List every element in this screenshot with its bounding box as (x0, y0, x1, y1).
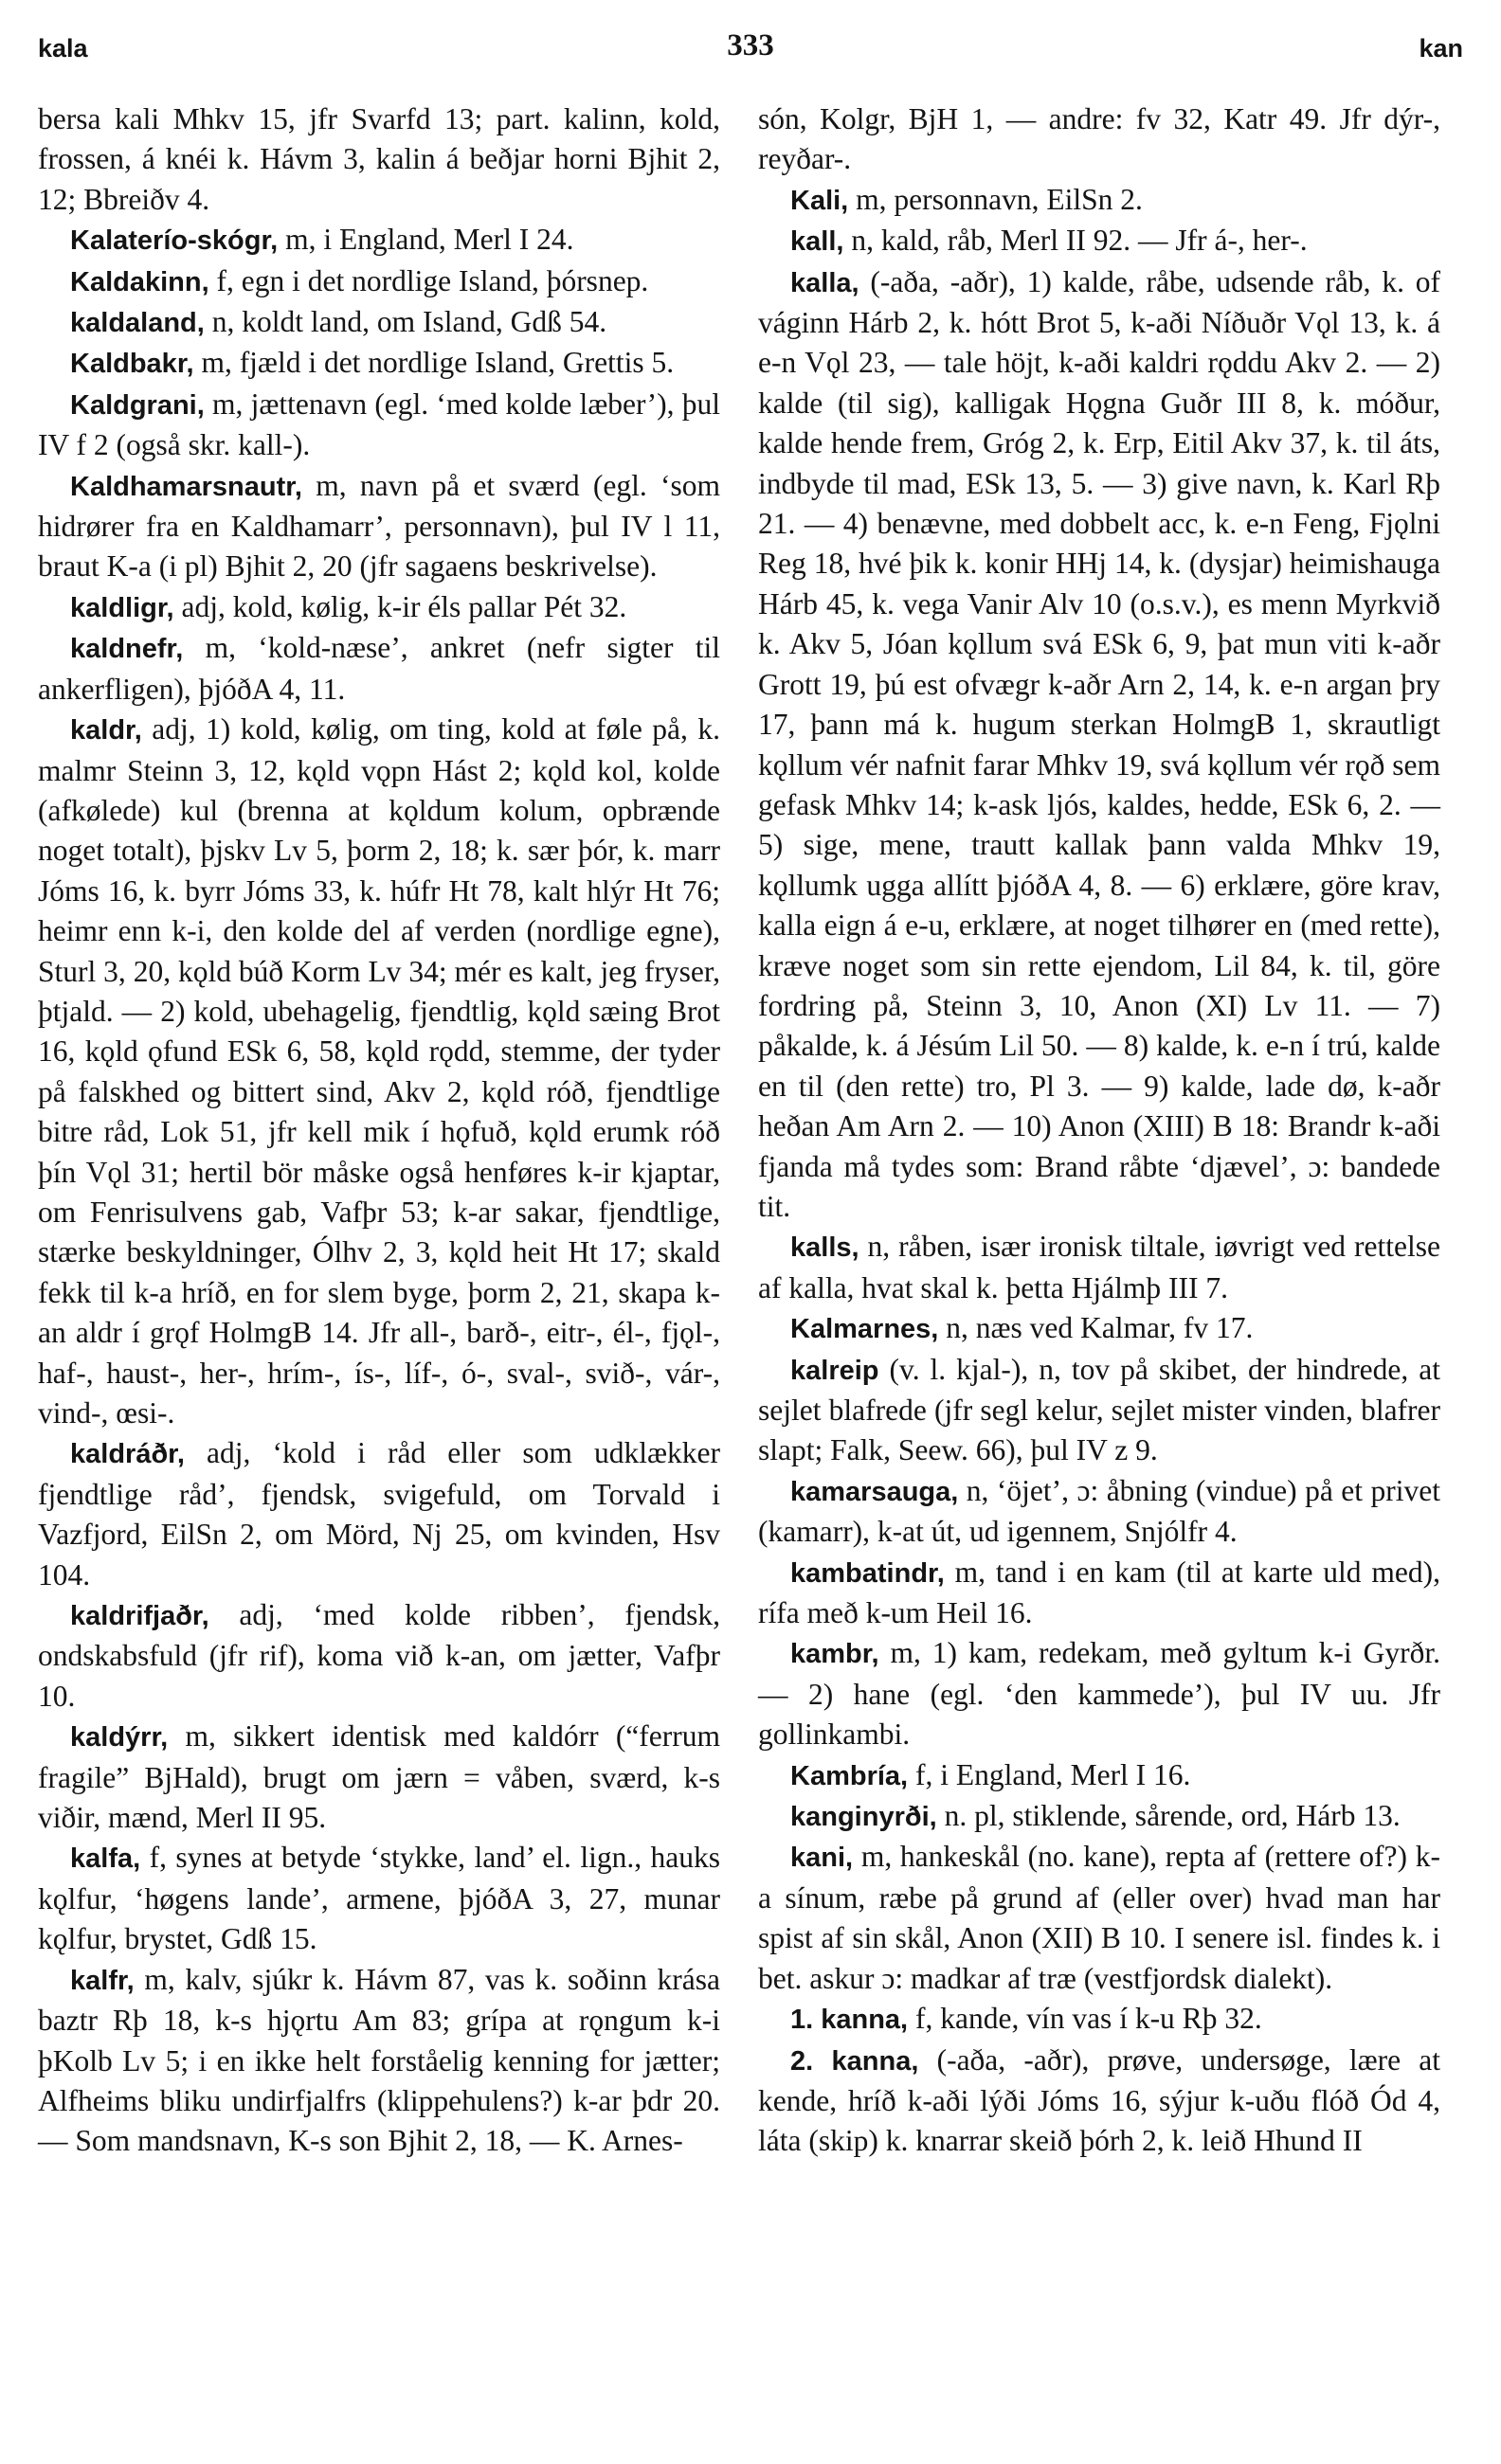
entry-text: m, 1) kam, redekam, með gyltum k-i Gyrðr. — 2) hane (egl. ‘den kammede’), þul IV uu. Jfr gollinkambi. (758, 1636, 1440, 1752)
entry-headword: kaldrifjaðr, (70, 1601, 209, 1632)
entry-headword: kalfr, (70, 1965, 135, 1996)
dictionary-entry (38, 302, 720, 343)
entry-text: (-aða, -aðr), prøve, undersøge, lære at kende, hríð k-aði lýði Jóms 16, sýjur k-uðu flóð Ód 4, láta (skip) k. knarrar skeið þórh 2, k. leið Hhund II (758, 2042, 1440, 2158)
entry-headword: kambr, (790, 1639, 879, 1670)
entry-text: bersa kali Mhkv 15, jfr Svarfd 13; part. kalinn, kold, frossen, á knéi k. Hávm 3, kalin á beðjar horni Bjhit 2, 12; Bbreiðv 4. (38, 102, 720, 216)
dictionary-entry (758, 221, 1440, 261)
dictionary-entry (758, 262, 1440, 1228)
entry-text: m, kalv, sjúkr k. Hávm 87, vas k. soðinn krása baztr Rþ 18, k-s hjǫrtu Am 83; grípa at rǫngum k-i þKolb Lv 5; i en ikke helt forståelig kenning for jætter; Alfheims bliku undirfjalfrs (klippehulens?) k-ar þdr 20. — Som mandsnavn, K-s son Bjhit 2, 18, — K. Arnes- (38, 1962, 720, 2158)
entry-text: m, fjæld i det nordlige Island, Grettis 5. (193, 346, 675, 380)
entry-headword: kani, (790, 1843, 854, 1874)
entry-headword: kaldnefr, (70, 634, 184, 665)
right-column (758, 99, 1440, 2162)
entry-headword: Kalmarnes, (790, 1314, 939, 1345)
entry-text: adj, ‘kold i råd eller som udklækker fjendtlige råd’, fjendsk, svigefuld, om Torvald i Vazfjord, EilSn 2, om Mörd, Nj 25, om kvinden, Hsv 104. (38, 1436, 720, 1592)
entry-headword: kalfa, (70, 1844, 141, 1875)
entry-text: adj, kold, kølig, k-ir éls pallar Pét 32. (173, 589, 627, 623)
entry-text: f, i England, Merl I 16. (908, 1757, 1191, 1791)
dictionary-entry (38, 99, 720, 220)
entry-text: m, hankeskål (no. kane), repta af (rettere of?) k-a sínum, ræbe på grund af (eller over) hvad man har spist af sin skål, Anon (XII) B 10. I senere isl. findes k. i bet. askur ɔ: madkar af træ (vestfjordsk dialekt). (758, 1840, 1440, 1995)
entry-headword: kall, (790, 226, 844, 258)
entry-text: f, egn i det nordlige Island, þórsnep. (208, 263, 649, 297)
left-column (38, 99, 720, 2162)
entry-headword: kanginyrði, (790, 1802, 937, 1833)
entry-headword: 2. kanna, (790, 2045, 919, 2077)
dictionary-entry (758, 1350, 1440, 1471)
entry-text: n, næs ved Kalmar, fv 17. (938, 1311, 1254, 1345)
running-head-left: kala (38, 34, 88, 63)
dictionary-entry (758, 1227, 1440, 1308)
dictionary-entry (38, 466, 720, 587)
entry-headword: Kaldhamarsnautr, (70, 471, 302, 502)
entry-text: n, råben, især ironisk tiltale, iøvrigt ved rettelse af kalla, hvat skal k. þetta Hjálmþ III 7. (758, 1230, 1440, 1304)
dictionary-entry (38, 261, 720, 302)
dictionary-entry (38, 1595, 720, 1717)
dictionary-entry (758, 1308, 1440, 1349)
dictionary-entry (38, 220, 720, 261)
entry-text: m, tand i en kam (til at karte uld med), rífa með k-um Heil 16. (758, 1555, 1440, 1630)
dictionary-entry (758, 180, 1440, 221)
entry-headword: kaldligr, (70, 592, 174, 623)
entry-text: n, ‘öjet’, ɔ: åbning (vindue) på et privet (kamarr), k-at út, ud igennem, Snjólfr 4. (758, 1473, 1440, 1549)
running-head-right: kan (1419, 34, 1463, 63)
entry-headword: kamarsauga, (790, 1476, 959, 1507)
entry-text: m, personnavn, EilSn 2. (848, 182, 1143, 216)
dictionary-entry (758, 1633, 1440, 1754)
entry-text: m, ‘kold-næse’, ankret (nefr sigter til ankerfligen), þjóðA 4, 11. (38, 631, 720, 706)
entry-headword: kambatindr, (790, 1557, 945, 1589)
entry-headword: kalla, (790, 267, 859, 298)
entry-text: m, i England, Merl I 24. (278, 223, 574, 257)
dictionary-entry (758, 1999, 1440, 2040)
entry-text: m, sikkert identisk med kaldórr (“ferrum fragile” BjHald), brugt om jærn = våben, sværd, k-s viðir, mænd, Merl II 95. (38, 1719, 720, 1835)
entry-text: són, Kolgr, BjH 1, — andre: fv 32, Katr 49. Jfr dýr-, reyðar-. (758, 102, 1440, 176)
entry-text: n. pl, stiklende, sårende, ord, Hárb 13. (936, 1799, 1401, 1833)
dictionary-entry (38, 587, 720, 628)
dictionary-entry (758, 1755, 1440, 1796)
dictionary-entry (38, 628, 720, 710)
entry-headword: Kalaterío-skógr, (70, 225, 279, 257)
dictionary-entry (38, 343, 720, 384)
entry-headword: kaldýrr, (70, 1722, 169, 1754)
entry-headword: kaldaland, (70, 308, 205, 339)
dictionary-entry (38, 1838, 720, 1959)
dictionary-entry (758, 2041, 1440, 2162)
dictionary-entry (758, 1837, 1440, 1999)
entry-text: n, koldt land, om Island, Gdß 54. (204, 305, 607, 339)
entry-text: f, synes at betyde ‘stykke, land’ el. lign., hauks kǫlfur, ‘høgens lande’, armene, þjóðA 3, 27, munar kǫlfur, brystet, Gdß 15. (38, 1841, 720, 1956)
entry-headword: Kambría, (790, 1760, 909, 1791)
dictionary-entry (38, 385, 720, 466)
dictionary-entry (38, 1960, 720, 2162)
entry-text: m, jættenavn (egl. ‘med kolde læber’), þul IV f 2 (også skr. kall-). (38, 387, 720, 462)
page-header (38, 27, 1463, 74)
dictionary-entry (38, 1717, 720, 1838)
dictionary-entry (758, 99, 1440, 180)
entry-text: m, navn på et sværd (egl. ‘som hidrører fra en Kaldhamarr’, personnavn), þul IV l 11, braut K-a (i pl) Bjhit 2, 20 (jfr sagaens beskrivelse). (38, 468, 720, 584)
entry-headword: 1. kanna, (790, 2005, 909, 2036)
entry-text: adj, ‘med kolde ribben’, fjendsk, ondskabsfuld (jfr rif), koma við k-an, om jætter, Vafþr 10. (38, 1598, 720, 1713)
entry-headword: kaldr, (70, 715, 142, 746)
entry-headword: Kaldbakr, (70, 349, 194, 380)
entry-headword: kaldráðr, (70, 1439, 185, 1470)
entry-text: n, kald, råb, Merl II 92. — Jfr á-, her-. (843, 224, 1308, 258)
entry-headword: Kaldgrani, (70, 389, 205, 421)
entry-text: adj, 1) kold, kølig, om ting, kold at føle på, k. malmr Steinn 3, 12, kǫld vǫpn Hást 2; kǫld kol, kolde (afkølede) kul (brenna at kǫldum kolum, opbrænde noget totalt), þjskv Lv 5, þorm 2, 18; k. sær þór, k. marr Jóms 16, k. byrr Jóms 33, k. húfr Ht 78, kalt hlýr Ht 76; heimr enn k-i, den kolde del af verden (nordlige egne), Sturl 3, 20, kǫld búð Korm Lv 34; mér es kalt, jeg fryser, þtjald. — 2) kold, ubehagelig, fjendtlig, kǫld sæing Brot 16, kǫld ǫfund ESk 6, 58, kǫld rǫdd, stemme, der tyder på falskhed og bittert sind, Akv 2, kǫld róð, fjendtlige bitre råd, Lok 51, jfr kell mik í hǫfuð, kǫld erumk róð þín Vǫl 31; hertil bör måske også henføres k-ir kjaptar, om Fenrisulvens gab, Vafþr 53; k-ar sakar, fjendtlige, stærke beskyldninger, Ólhv 2, 3, kǫld heit Ht 17; skald fekk til k-a hríð, en for slem byge, þorm 2, 21, skapa k-an aldr í grǫf HolmgB 14. Jfr all-, barð-, eitr-, él-, fjǫl-, haf-, haust-, her-, hrím-, ís-, líf-, ó-, sval-, svið-, vár-, vind-, œsi-. (38, 712, 720, 1430)
entry-text: f, kande, vín vas í k-u Rþ 32. (908, 2002, 1262, 2036)
entry-headword: kalls, (790, 1232, 859, 1264)
dictionary-entry (758, 1553, 1440, 1634)
entry-text: (v. l. kjal-), n, tov på skibet, der hindrede, at sejlet blafrede (jfr segl kelur, sejlet mister vinden, blafrer slapt; Falk, Seew. 66), þul IV z 9. (758, 1352, 1440, 1467)
dictionary-entry (38, 1433, 720, 1595)
dictionary-entry (758, 1471, 1440, 1553)
page-number: 333 (727, 28, 774, 63)
entry-headword: Kali, (790, 185, 849, 216)
dictionary-entry (758, 1796, 1440, 1837)
entry-text: (-aða, -aðr), 1) kalde, råbe, udsende råb, k. of váginn Hárb 2, k. hótt Brot 5, k-aði Níðuðr Vǫl 13, k. á e-n Vǫl 23, — tale höjt, k-aði kaldri rǫddu Akv 2. — 2) kalde (til sig), kalligak Hǫgna Guðr III 8, k. móður, kalde hende frem, Gróg 2, k. Erp, Eitil Akv 37, k. til áts, indbyde til mad, ESk 13, 5. — 3) give navn, k. Karl Rþ 21. — 4) benævne, med dobbelt acc, k. e-n Feng, Fjǫlni Reg 18, hvé þik k. konir HHj 14, k. (dysjar) heimishauga Hárb 45, k. vega Vanir Alv 10 (o.s.v.), es menn Myrkvið k. Akv 5, Jóan kǫllum svá ESk 6, 9, þat mun viti k-aðr Grott 19, þú est ofvægr k-aðr Arn 2, 14, k. e-n argan þry 17, þann má k. hugum sterkan HolmgB 1, skrautligt kǫllum vér nafnit farar Mhkv 19, svá kǫllum vér rǫð sem gefask Mhkv 14; k-ask ljós, kaldes, hedde, ESk 6, 2. — 5) sige, mene, trautt kallak þann valda Mhkv 19, kǫllumk ugga allítt þjóðA 4, 8. — 6) erklære, göre krav, kalla eign á e-u, erklære, at noget tilhører en (med rette), kræve noget som sin rette ejendom, Lil 84, k. til, göre fordring på, Steinn 3, 10, Anon (XI) Lv 11. — 7) påkalde, k. á Jésúm Lil 50. — 8) kalde, k. e-n í trú, kalde en til (den rette) tro, Pl 3. — 9) kalde, lade dø, k-aðr heðan Am Arn 2. — 10) Anon (XIII) B 18: Brandr k-aði fjanda må tydes som: Brand råbte ‘djævel’, ɔ: bandede tit. (758, 264, 1440, 1223)
entry-headword: kalreip (790, 1355, 879, 1386)
entry-headword: Kaldakinn, (70, 266, 209, 297)
dictionary-entry (38, 710, 720, 1433)
